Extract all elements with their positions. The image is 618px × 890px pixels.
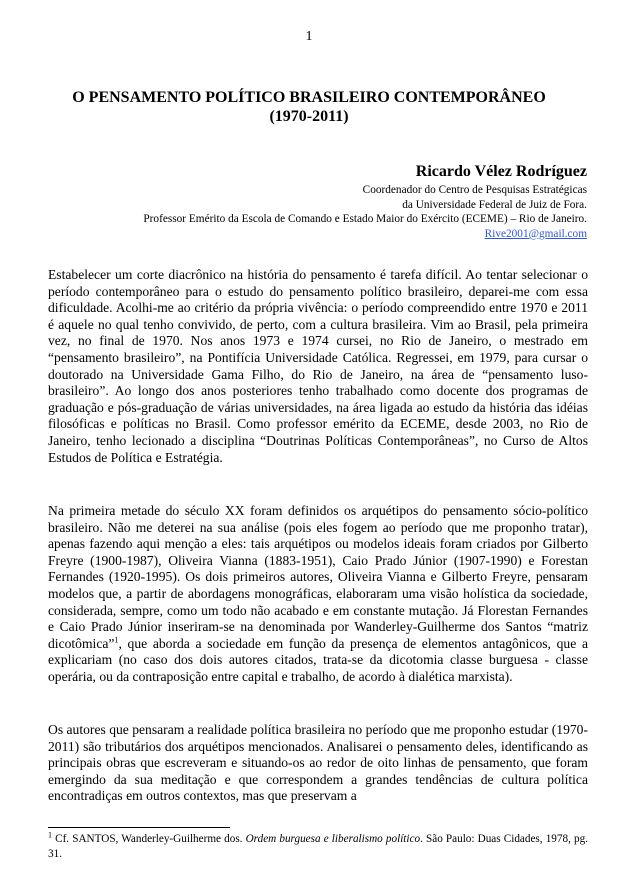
footnote-marker: 1 (48, 830, 52, 840)
title-line-2: (1970-2011) (269, 108, 349, 125)
author-name: Ricardo Vélez Rodríguez (415, 163, 587, 180)
paragraph-2-text-b: , que aborda a sociedade em função da presença de elementos antagônicos, que a explicariam (no caso dos dois autores citados, trata-se da dicotomia classe burguesa - classe operária, ou da contraposição entre capital e trabalho, de acordo à dialética marxista). (48, 635, 588, 684)
author-block (143, 162, 587, 241)
paragraph-2 (48, 503, 588, 686)
affiliation-line-1: Coordenador do Centro de Pesquisas Estratégicas (362, 184, 587, 196)
footnote-text-b: . São Paulo: Duas Cidades, 1978, pg. 31. (48, 833, 588, 860)
page-number: 1 (305, 29, 313, 44)
author-email-link[interactable]: Rive2001@gmail.com (484, 227, 587, 240)
paragraph-2-text-a: Na primeira metade do século XX foram definidos os arquétipos do pensamento sócio-político brasileiro. Não me deterei na sua análise (pois eles fogem ao período que me proponho tratar), apenas fazendo aqui menção a eles: tais arquétipos ou modelos ideais foram criados por Gilberto Freyre (1900-1987), Oliveira Vianna (1883-1951), Caio Prado Júnior (1907-1990) e Forestan Fernandes (1920-1995). Os dois primeiros autores, Oliveira Vianna e Gilberto Freyre, pensaram modelos que, a partir de abordagens monográficas, elaboraram uma visão holística da sociedade, considerada, sempre, como um todo não acabado e em constante mutação. Já Florestan Fernandes e Caio Prado Júnior inseriram-se na denominada por Wanderley-Guilherme dos Santos “matriz dicotômica” (48, 503, 588, 651)
paper-title (30, 88, 588, 126)
footnote-text-a: Cf. SANTOS, Wanderley-Guilherme dos. (52, 833, 246, 845)
footnote-1 (48, 832, 588, 861)
footnote-reference[interactable]: 1 (114, 635, 119, 645)
footnote-book-title: Ordem burguesa e liberalismo político (245, 833, 421, 845)
title-line-1: O PENSAMENTO POLÍTICO BRASILEIRO CONTEMPORÂNEO (72, 89, 546, 106)
affiliation-line-2: da Universidade Federal de Juiz de Fora. (402, 198, 587, 211)
paragraph-3: Os autores que pensaram a realidade política brasileira no período que me proponho estudar (1970-2011) são tributários dos arquétipos mencionados. Analisarei o pensamento deles, identificando as principais obras que escreveram e situando-os ao redor de oito linhas de pensamento, que foram emergindo da sua meditação e que correspondem a grandes tendências de cultura política encontradiças em outros contextos, mas que preservam a (48, 722, 588, 804)
footnote-separator (48, 827, 230, 828)
paragraph-1: Estabelecer um corte diacrônico na história do pensamento é tarefa difícil. Ao tentar selecionar o período contemporâneo para o estudo do pensamento político brasileiro, deparei-me com essa dificuldade. Acolhi-me ao critério da própria vivência: o período compreendido entre 1970 e 2011 é aquele no qual tenho convivido, de perto, com a cultura brasileira. Vim ao Brasil, pela primeira vez, no final de 1970. Nos anos 1973 e 1974 cursei, no Rio de Janeiro, o mestrado em “pensamento brasileiro”, na Pontifícia Universidade Católica. Regressei, em 1979, para cursar o doutorado na Universidade Gama Filho, do Rio de Janeiro, na área de “pensamento luso-brasileiro”. Ao longo dos anos posteriores tenho trabalhado como docente dos programas de graduação e pós-graduação de várias universidades, na área ligada ao estudo da história das idéias filosóficas e políticas no Brasil. Como professor emérito da ECEME, desde 2003, no Rio de Janeiro, tenho lecionado a disciplina “Doutrinas Políticas Contemporâneas”, no Curso de Altos Estudos de Política e Estratégia. (48, 267, 588, 465)
affiliation-line-3: Professor Emérito da Escola de Comando e Estado Maior do Exército (ECEME) – Rio de Janeiro. (143, 213, 587, 226)
